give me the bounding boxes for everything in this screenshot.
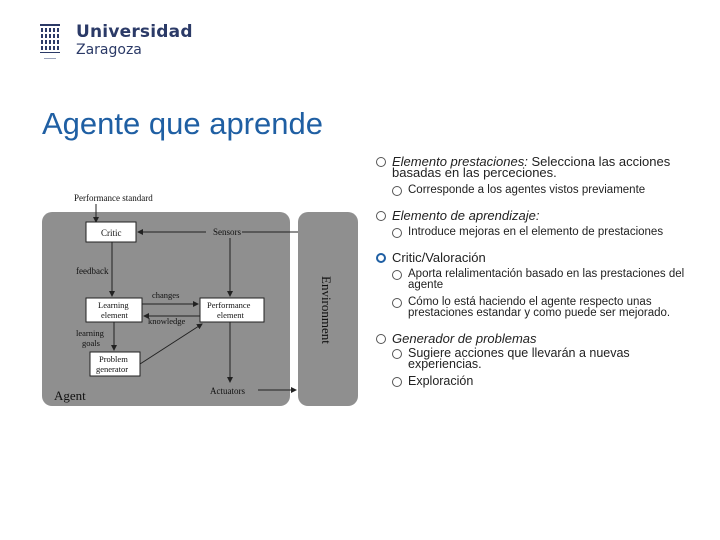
sensors-label: Sensors: [213, 227, 242, 237]
university-crest-icon: [38, 22, 62, 62]
logo-university-word: Universidad: [76, 22, 193, 42]
problem-generator-line2: generator: [96, 364, 129, 374]
learning-goals-line2: goals: [82, 338, 100, 348]
bullet-circle-icon: [376, 253, 386, 263]
bullet-circle-icon: [376, 157, 386, 167]
knowledge-label: knowledge: [148, 316, 186, 326]
critic-label: Critic: [101, 228, 122, 238]
bullet-circle-icon: [376, 334, 386, 344]
list-item: Sugiere acciones que llevarán a nuevas experiencias.: [392, 348, 696, 370]
bullet-circle-icon: [392, 377, 402, 387]
bullet-circle-icon: [392, 298, 402, 308]
university-logo: [38, 22, 193, 64]
bullet-list: [376, 156, 696, 387]
list-item: Aporta relalimentación basado en las prestaciones del agente: [392, 269, 696, 291]
bullet-circle-icon: [392, 270, 402, 280]
performance-standard-label: Performance standard: [74, 193, 153, 203]
feedback-label: feedback: [76, 266, 109, 276]
learning-element-line2: element: [101, 310, 128, 320]
performance-element-line1: Performance: [207, 300, 251, 310]
list-item: Cómo lo está haciendo el agente respecto unas prestaciones estandar y como puede ser mejorado.: [392, 297, 696, 319]
list-item: Corresponde a los agentes vistos previamente: [392, 185, 696, 196]
logo-zaragoza-word: Zaragoza: [76, 42, 142, 58]
bullet-circle-icon: [392, 186, 402, 196]
bullet-circle-icon: [392, 228, 402, 238]
list-item: Elemento de aprendizaje:: [376, 210, 696, 221]
list-item: Elemento prestaciones: Selecciona las acciones basadas en las perceciones.: [376, 156, 696, 178]
environment-label: Environment: [319, 276, 334, 344]
learning-goals-line1: learning: [76, 328, 104, 338]
bullet-circle-icon: [376, 211, 386, 221]
performance-element-line2: element: [217, 310, 244, 320]
problem-generator-line1: Problem: [99, 354, 128, 364]
list-item: Generador de problemas: [376, 333, 696, 344]
list-item: Exploración: [392, 376, 696, 387]
page-title: Agente que aprende: [42, 106, 323, 141]
bullet-circle-icon: [392, 349, 402, 359]
agent-label: Agent: [54, 388, 86, 403]
list-item: Introduce mejoras en el elemento de prestaciones: [392, 227, 696, 238]
actuators-label: Actuators: [210, 386, 245, 396]
list-item: Critic/Valoración: [376, 252, 696, 263]
changes-label: changes: [152, 290, 180, 300]
learning-element-line1: Learning: [98, 300, 129, 310]
learning-agent-diagram: [40, 186, 360, 410]
